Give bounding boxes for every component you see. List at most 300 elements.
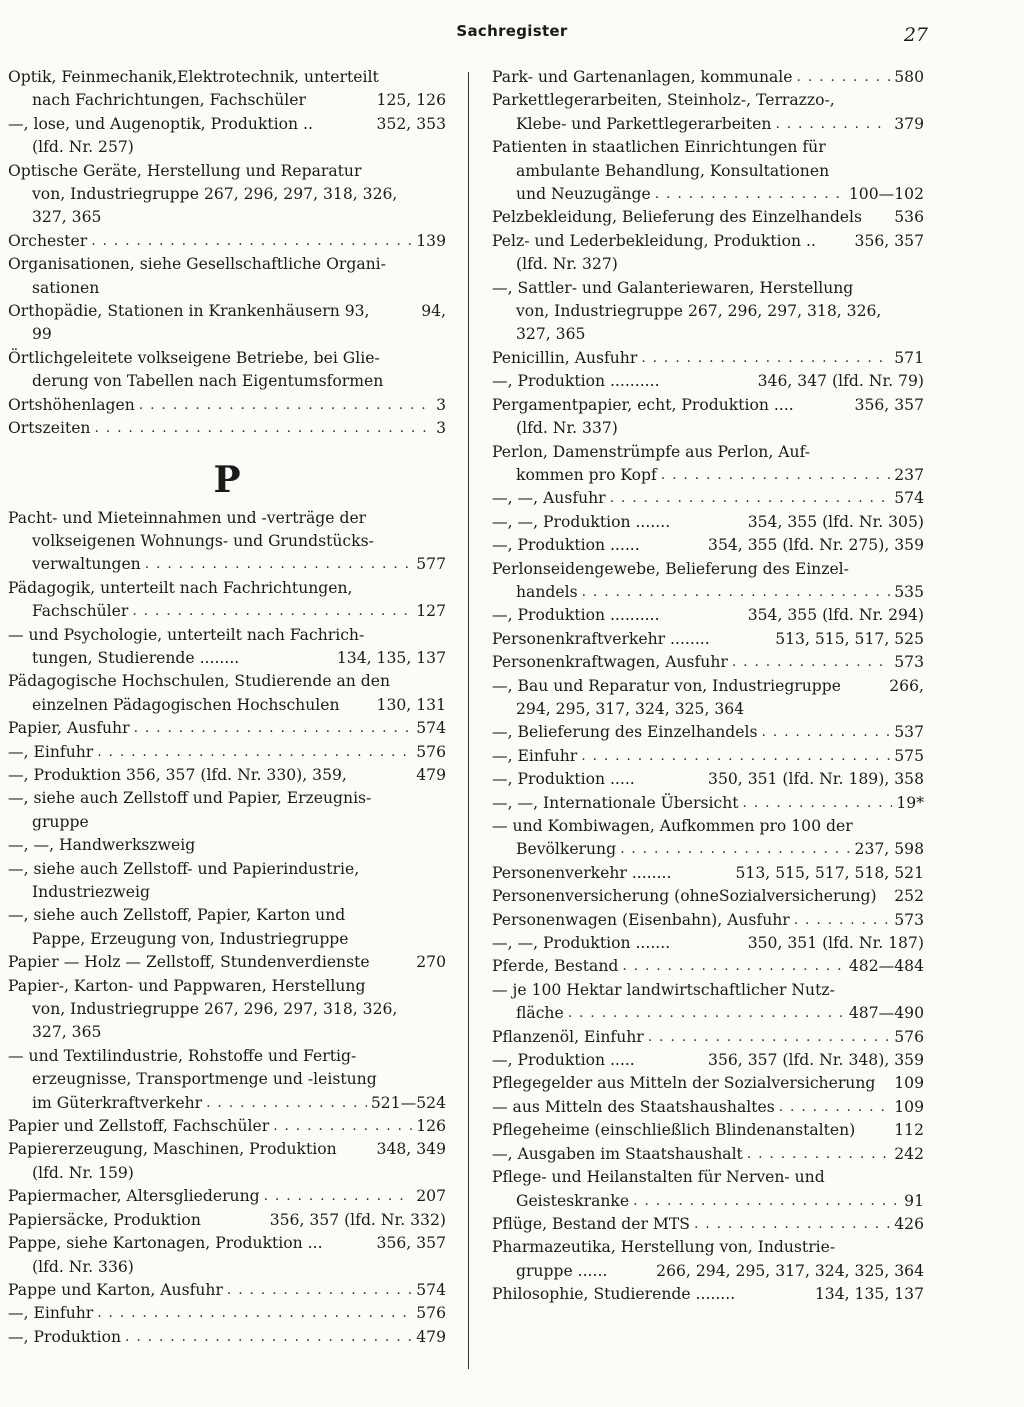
dot-leader bbox=[761, 721, 890, 744]
entry-term: Personenversicherung (ohneSozialversicherung) bbox=[492, 887, 877, 906]
entry-line bbox=[8, 647, 446, 670]
entry-line bbox=[8, 741, 446, 764]
page-reference: 139 bbox=[416, 231, 446, 250]
index-entry bbox=[492, 66, 924, 89]
dot-leader bbox=[743, 792, 893, 815]
entry-term: ambulante Behandlung, Konsultationen bbox=[516, 161, 830, 180]
entry-term: —, siehe auch Zellstoff und Papier, Erzeugnis- bbox=[8, 789, 372, 808]
index-entry bbox=[492, 955, 924, 978]
entry-line bbox=[492, 651, 924, 674]
index-entry bbox=[492, 721, 924, 744]
index-entry bbox=[492, 1166, 924, 1213]
entry-line bbox=[492, 511, 924, 534]
entry-term: 327, 365 bbox=[32, 1023, 102, 1042]
entry-term: —, —, Ausfuhr bbox=[492, 489, 606, 508]
page-reference: 3 bbox=[436, 419, 446, 438]
entry-line bbox=[8, 1279, 446, 1302]
page-number: 27 bbox=[903, 24, 928, 46]
entry-term: —, —, Produktion ....... bbox=[492, 512, 671, 531]
index-entry bbox=[492, 768, 924, 791]
entry-term: 327, 365 bbox=[32, 208, 102, 227]
entry-term: Pädagogik, unterteilt nach Fachrichtungen, bbox=[8, 578, 353, 597]
entry-term: — und Kombiwagen, Aufkommen pro 100 der bbox=[492, 817, 853, 835]
entry-line bbox=[8, 1185, 446, 1208]
dot-leader bbox=[97, 741, 412, 764]
page-reference: 574 bbox=[416, 719, 446, 738]
entry-line bbox=[8, 975, 446, 998]
entry-line bbox=[492, 230, 924, 253]
index-entry bbox=[8, 951, 446, 974]
page-reference: 354, 355 (lfd. Nr. 305) bbox=[747, 512, 924, 531]
page-reference: 94, bbox=[421, 302, 446, 321]
index-entry bbox=[492, 441, 924, 488]
index-entry bbox=[8, 717, 446, 740]
index-entry bbox=[8, 253, 446, 300]
dot-leader bbox=[661, 464, 890, 487]
index-entry bbox=[492, 206, 924, 229]
entry-term: Pacht- und Mieteinnahmen und -verträge der bbox=[8, 508, 367, 527]
entry-term: Bevölkerung bbox=[516, 840, 617, 859]
entry-line bbox=[492, 89, 924, 112]
page-reference: 573 bbox=[894, 653, 924, 672]
entry-line bbox=[8, 89, 446, 112]
page-reference: 134, 135, 137 bbox=[336, 648, 446, 667]
entry-line bbox=[492, 745, 924, 768]
entry-line bbox=[8, 66, 446, 89]
entry-term: fläche bbox=[516, 1004, 564, 1023]
index-entry bbox=[492, 628, 924, 651]
dot-leader bbox=[620, 838, 850, 861]
entry-term: Penicillin, Ausfuhr bbox=[492, 348, 638, 367]
dot-leader bbox=[775, 113, 890, 136]
page-reference: 3 bbox=[436, 395, 446, 414]
entry-line bbox=[8, 764, 446, 787]
page-reference: 350, 351 (lfd. Nr. 189), 358 bbox=[708, 770, 924, 789]
entry-line bbox=[8, 577, 446, 600]
entry-term: — aus Mitteln des Staatshaushaltes bbox=[492, 1097, 775, 1116]
entry-term: gruppe bbox=[32, 812, 89, 831]
entry-term: Papier — Holz — Zellstoff, Stundenverdienste bbox=[8, 953, 370, 972]
entry-term: —, siehe auch Zellstoff- und Papierindustrie, bbox=[8, 859, 360, 878]
entry-term: —, Einfuhr bbox=[8, 1304, 94, 1323]
dot-leader bbox=[732, 651, 890, 674]
index-entry bbox=[8, 113, 446, 160]
page-reference: 109 bbox=[894, 1097, 924, 1116]
index-entry bbox=[8, 975, 446, 1045]
entry-line bbox=[8, 928, 446, 951]
dot-leader bbox=[97, 1302, 412, 1325]
index-entry bbox=[492, 277, 924, 347]
entry-line bbox=[8, 300, 446, 323]
entry-term: Papiersäcke, Produktion bbox=[8, 1210, 201, 1229]
entry-line bbox=[492, 932, 924, 955]
index-entry bbox=[8, 1326, 446, 1349]
page-reference: 237, 598 bbox=[854, 840, 924, 859]
dot-leader bbox=[610, 487, 891, 510]
entry-line bbox=[8, 417, 446, 440]
entry-term: von, Industriegruppe 267, 296, 297, 318, 326, bbox=[516, 302, 882, 321]
index-entry bbox=[492, 487, 924, 510]
index-entry bbox=[8, 394, 446, 417]
entry-line bbox=[8, 183, 446, 206]
page-reference: 535 bbox=[894, 582, 924, 601]
entry-term: derung von Tabellen nach Eigentumsformen bbox=[32, 372, 384, 391]
page-reference: 356, 357 (lfd. Nr. 348), 359 bbox=[708, 1051, 924, 1070]
dot-leader bbox=[582, 581, 891, 604]
entry-line bbox=[8, 323, 446, 346]
entry-line bbox=[492, 417, 924, 440]
entry-term: von, Industriegruppe 267, 296, 297, 318, 326, bbox=[32, 185, 398, 204]
entry-line bbox=[8, 1232, 446, 1255]
entry-line bbox=[8, 1092, 446, 1115]
entry-term: sationen bbox=[32, 278, 100, 297]
index-entry bbox=[492, 558, 924, 605]
entry-line bbox=[8, 998, 446, 1021]
page-reference: 580 bbox=[894, 68, 924, 86]
page-reference: 513, 515, 517, 518, 521 bbox=[735, 863, 924, 882]
right-column bbox=[492, 66, 924, 1307]
dot-leader bbox=[633, 1190, 900, 1213]
dot-leader bbox=[797, 66, 891, 89]
entry-line bbox=[8, 1021, 446, 1044]
page-reference: 576 bbox=[416, 742, 446, 761]
page-reference: 426 bbox=[894, 1214, 924, 1233]
entry-term: —, Produktion 356, 357 (lfd. Nr. 330), 359, bbox=[8, 765, 347, 784]
entry-term: —, —, Handwerkszweig bbox=[8, 836, 196, 855]
index-entry bbox=[492, 394, 924, 441]
entry-term: —, Sattler- und Galanteriewaren, Herstellung bbox=[492, 278, 854, 297]
entry-line bbox=[8, 787, 446, 810]
entry-line bbox=[492, 1049, 924, 1072]
dot-leader bbox=[94, 417, 432, 440]
index-entry bbox=[492, 885, 924, 908]
entry-term: (lfd. Nr. 337) bbox=[516, 419, 618, 438]
entry-term: tungen, Studierende ........ bbox=[32, 648, 240, 667]
entry-term: Perlonseidengewebe, Belieferung des Einzel- bbox=[492, 559, 849, 578]
index-entry bbox=[492, 675, 924, 722]
page-reference: 571 bbox=[894, 348, 924, 367]
entry-line bbox=[8, 1302, 446, 1325]
entry-term: —, —, Produktion ....... bbox=[492, 934, 671, 953]
entry-term: —, Produktion bbox=[8, 1327, 122, 1346]
page-reference: 346, 347 (lfd. Nr. 79) bbox=[757, 372, 924, 391]
entry-term: Pharmazeutika, Herstellung von, Industrie- bbox=[492, 1238, 836, 1257]
entry-line bbox=[492, 347, 924, 370]
index-entry bbox=[492, 1026, 924, 1049]
entry-term: Personenkraftwagen, Ausfuhr bbox=[492, 653, 728, 672]
entry-line bbox=[492, 1260, 924, 1283]
entry-line bbox=[8, 834, 446, 857]
entry-term: —, Produktion .......... bbox=[492, 606, 660, 625]
entry-line bbox=[8, 904, 446, 927]
page-reference: 577 bbox=[416, 555, 446, 574]
dot-leader bbox=[134, 717, 413, 740]
index-entry bbox=[492, 651, 924, 674]
entry-term: Park- und Gartenanlagen, kommunale bbox=[492, 68, 793, 86]
dot-leader bbox=[568, 1002, 845, 1025]
index-entry bbox=[8, 858, 446, 905]
entry-term: Papiererzeugung, Maschinen, Produktion bbox=[8, 1140, 337, 1159]
entry-term: Ortshöhenlagen bbox=[8, 395, 135, 414]
entry-term: einzelnen Pädagogischen Hochschulen bbox=[32, 695, 340, 714]
entry-term: Industriezweig bbox=[32, 883, 150, 901]
page-reference: 536 bbox=[894, 208, 924, 227]
entry-line bbox=[492, 66, 924, 89]
entry-line bbox=[492, 1190, 924, 1213]
column-divider bbox=[468, 72, 469, 1369]
entry-line bbox=[8, 1045, 446, 1068]
entry-term: — je 100 Hektar landwirtschaftlicher Nutz- bbox=[492, 980, 835, 999]
index-entry bbox=[8, 230, 446, 253]
dot-leader bbox=[694, 1213, 890, 1236]
dot-leader bbox=[91, 230, 412, 253]
index-entry bbox=[492, 792, 924, 815]
page-reference: 100—102 bbox=[848, 185, 924, 204]
entry-term: Pädagogische Hochschulen, Studierende an den bbox=[8, 672, 391, 691]
entry-term: Papier und Zellstoff, Fachschüler bbox=[8, 1117, 270, 1136]
index-entry bbox=[492, 370, 924, 393]
entry-line bbox=[8, 553, 446, 576]
entry-line bbox=[8, 951, 446, 974]
entry-line bbox=[492, 628, 924, 651]
index-entry bbox=[492, 745, 924, 768]
entry-line bbox=[8, 881, 446, 904]
entry-line bbox=[492, 909, 924, 932]
entry-term: und Neuzugänge bbox=[516, 185, 651, 204]
entry-term: —, Produktion ..... bbox=[492, 770, 635, 789]
page-reference: 356, 357 bbox=[854, 231, 924, 250]
page-reference: 479 bbox=[416, 765, 446, 784]
entry-term: Pflegegelder aus Mitteln der Sozialversicherung bbox=[492, 1074, 876, 1093]
entry-term: Pergamentpapier, echt, Produktion .... bbox=[492, 395, 794, 414]
page-reference: 356, 357 bbox=[376, 1234, 446, 1253]
index-entry bbox=[492, 1119, 924, 1142]
entry-term: Pferde, Bestand bbox=[492, 957, 619, 976]
left-column bbox=[8, 66, 446, 1349]
entry-term: —, Produktion ...... bbox=[492, 536, 640, 555]
index-entry bbox=[492, 1143, 924, 1166]
index-entry bbox=[8, 1045, 446, 1115]
index-entry bbox=[8, 1302, 446, 1325]
entry-line bbox=[8, 694, 446, 717]
entry-term: Orthopädie, Stationen in Krankenhäusern 93, bbox=[8, 302, 370, 321]
entry-line bbox=[492, 1236, 924, 1259]
entry-term: Pflegeheime (einschließlich Blindenanstalten) bbox=[492, 1121, 856, 1140]
page-reference: 354, 355 (lfd. Nr. 294) bbox=[747, 606, 924, 625]
entry-term: im Güterkraftverkehr bbox=[32, 1093, 203, 1112]
dot-leader bbox=[655, 183, 845, 206]
page-reference: 270 bbox=[416, 953, 446, 972]
entry-term: 294, 295, 317, 324, 325, 364 bbox=[516, 699, 745, 718]
entry-term: (lfd. Nr. 257) bbox=[32, 138, 134, 157]
page-reference: 266, bbox=[889, 676, 924, 695]
entry-line bbox=[492, 534, 924, 557]
index-entry bbox=[492, 136, 924, 206]
dot-leader bbox=[227, 1279, 412, 1302]
entry-line bbox=[492, 1026, 924, 1049]
entry-line bbox=[8, 113, 446, 136]
page-reference: 574 bbox=[894, 489, 924, 508]
entry-line bbox=[492, 838, 924, 861]
entry-line bbox=[492, 862, 924, 885]
dot-leader bbox=[641, 347, 890, 370]
entry-line bbox=[492, 206, 924, 229]
entry-term: —, Produktion ..... bbox=[492, 1051, 635, 1070]
page-reference: 356, 357 (lfd. Nr. 332) bbox=[269, 1210, 446, 1229]
entry-line bbox=[8, 600, 446, 623]
entry-term: (lfd. Nr. 159) bbox=[32, 1163, 134, 1182]
entry-term: Orchester bbox=[8, 231, 88, 250]
entry-line bbox=[8, 206, 446, 229]
page-reference: 125, 126 bbox=[376, 91, 446, 110]
entry-line bbox=[492, 441, 924, 464]
entry-line bbox=[8, 394, 446, 417]
entry-line bbox=[492, 1096, 924, 1119]
entry-term: verwaltungen bbox=[32, 555, 141, 574]
entry-term: Optik, Feinmechanik,Elektrotechnik, unterteilt bbox=[8, 68, 379, 86]
entry-line bbox=[8, 1138, 446, 1161]
page-reference: 207 bbox=[416, 1187, 446, 1206]
index-entry bbox=[8, 834, 446, 857]
page-reference: 482—484 bbox=[848, 957, 924, 976]
page-title: Sachregister bbox=[456, 22, 568, 40]
entry-line bbox=[8, 858, 446, 881]
entry-term: Perlon, Damenstrümpfe aus Perlon, Auf- bbox=[492, 442, 811, 461]
index-entry bbox=[492, 511, 924, 534]
entry-term: —, —, Internationale Übersicht bbox=[492, 793, 739, 812]
entry-line bbox=[8, 1115, 446, 1138]
index-entry bbox=[492, 979, 924, 1026]
entry-line bbox=[492, 698, 924, 721]
index-entry bbox=[492, 909, 924, 932]
index-entry bbox=[492, 815, 924, 862]
entry-term: Pflanzenöl, Einfuhr bbox=[492, 1027, 644, 1046]
entry-line bbox=[8, 253, 446, 276]
index-entry bbox=[8, 66, 446, 113]
entry-term: handels bbox=[516, 582, 578, 601]
page-reference: 350, 351 (lfd. Nr. 187) bbox=[747, 934, 924, 953]
dot-leader bbox=[264, 1185, 413, 1208]
entry-line bbox=[8, 347, 446, 370]
entry-line bbox=[492, 394, 924, 417]
dot-leader bbox=[273, 1115, 412, 1138]
page-reference: 109 bbox=[894, 1074, 924, 1093]
entry-line bbox=[492, 370, 924, 393]
entry-term: volkseigenen Wohnungs- und Grundstücks- bbox=[32, 531, 374, 550]
index-entry bbox=[8, 741, 446, 764]
page-reference: 354, 355 (lfd. Nr. 275), 359 bbox=[708, 536, 924, 555]
entry-line bbox=[492, 136, 924, 159]
entry-term: Papier-, Karton- und Pappwaren, Herstellung bbox=[8, 976, 366, 995]
entry-line bbox=[492, 768, 924, 791]
page-reference: 237 bbox=[894, 465, 924, 484]
entry-term: Pelzbekleidung, Belieferung des Einzelhandels bbox=[492, 208, 863, 227]
entry-line bbox=[492, 1002, 924, 1025]
entry-term: —, Ausgaben im Staatshaushalt bbox=[492, 1144, 743, 1163]
page-reference: 356, 357 bbox=[854, 395, 924, 414]
entry-line bbox=[8, 530, 446, 553]
entry-line bbox=[492, 160, 924, 183]
entry-line bbox=[8, 1209, 446, 1232]
index-entry bbox=[492, 604, 924, 627]
section-letter: P bbox=[213, 458, 241, 501]
index-entry bbox=[8, 1138, 446, 1185]
entry-term: Personenwagen (Eisenbahn), Ausfuhr bbox=[492, 910, 790, 929]
entry-line bbox=[492, 955, 924, 978]
entry-term: Pappe und Karton, Ausfuhr bbox=[8, 1280, 223, 1299]
page-reference: 521—524 bbox=[370, 1093, 446, 1112]
entry-line bbox=[492, 815, 924, 838]
entry-line bbox=[8, 1162, 446, 1185]
entry-term: Fachschüler bbox=[32, 602, 129, 621]
entry-line bbox=[492, 604, 924, 627]
entry-term: Patienten in staatlichen Einrichtungen für bbox=[492, 138, 826, 157]
entry-term: von, Industriegruppe 267, 296, 297, 318, 326, bbox=[32, 1000, 398, 1019]
entry-term: Pflege- und Heilanstalten für Nerven- und bbox=[492, 1168, 825, 1187]
entry-line bbox=[492, 1166, 924, 1189]
page-reference: 537 bbox=[894, 723, 924, 742]
entry-term: Pappe, siehe Kartonagen, Produktion ... bbox=[8, 1234, 323, 1253]
entry-term: —, Produktion .......... bbox=[492, 372, 660, 391]
entry-line bbox=[492, 558, 924, 581]
page-reference: 576 bbox=[416, 1304, 446, 1323]
dot-leader bbox=[648, 1026, 890, 1049]
entry-line bbox=[492, 1119, 924, 1142]
entry-term: Parkettlegerarbeiten, Steinholz-, Terrazzo-, bbox=[492, 91, 835, 110]
index-entry bbox=[8, 300, 446, 347]
page-reference: 242 bbox=[894, 1144, 924, 1163]
entry-term: Papiermacher, Altersgliederung bbox=[8, 1187, 260, 1206]
page-reference: 479 bbox=[416, 1327, 446, 1346]
page-reference: 379 bbox=[894, 114, 924, 133]
dot-leader bbox=[145, 553, 413, 576]
index-entry bbox=[8, 417, 446, 440]
index-entry bbox=[492, 1213, 924, 1236]
entry-line bbox=[8, 1068, 446, 1091]
entry-line bbox=[8, 277, 446, 300]
index-entry bbox=[492, 534, 924, 557]
dot-leader bbox=[622, 955, 845, 978]
page-reference: 575 bbox=[894, 746, 924, 765]
dot-leader bbox=[794, 909, 890, 932]
entry-line bbox=[492, 979, 924, 1002]
index-entry bbox=[8, 347, 446, 394]
index-entry bbox=[8, 670, 446, 717]
entry-term: Papier, Ausfuhr bbox=[8, 719, 130, 738]
entry-line bbox=[492, 487, 924, 510]
entry-term: (lfd. Nr. 327) bbox=[516, 255, 618, 274]
dot-leader bbox=[581, 745, 890, 768]
entry-line bbox=[8, 670, 446, 693]
index-entry bbox=[8, 1232, 446, 1279]
entry-line bbox=[492, 300, 924, 323]
entry-term: —, Einfuhr bbox=[492, 746, 578, 765]
page-reference: 513, 515, 517, 525 bbox=[775, 629, 924, 648]
page-reference: 130, 131 bbox=[376, 695, 446, 714]
entry-term: Philosophie, Studierende ........ bbox=[492, 1285, 736, 1304]
dot-leader bbox=[747, 1143, 890, 1166]
index-entry bbox=[492, 1096, 924, 1119]
page-reference: 266, 294, 295, 317, 324, 325, 364 bbox=[656, 1261, 924, 1280]
entry-line bbox=[8, 230, 446, 253]
entry-line bbox=[8, 160, 446, 183]
index-entry bbox=[492, 1049, 924, 1072]
entry-line bbox=[492, 183, 924, 206]
entry-term: Pelz- und Lederbekleidung, Produktion .. bbox=[492, 231, 816, 250]
entry-line bbox=[8, 717, 446, 740]
entry-line bbox=[8, 1326, 446, 1349]
entry-line bbox=[492, 253, 924, 276]
